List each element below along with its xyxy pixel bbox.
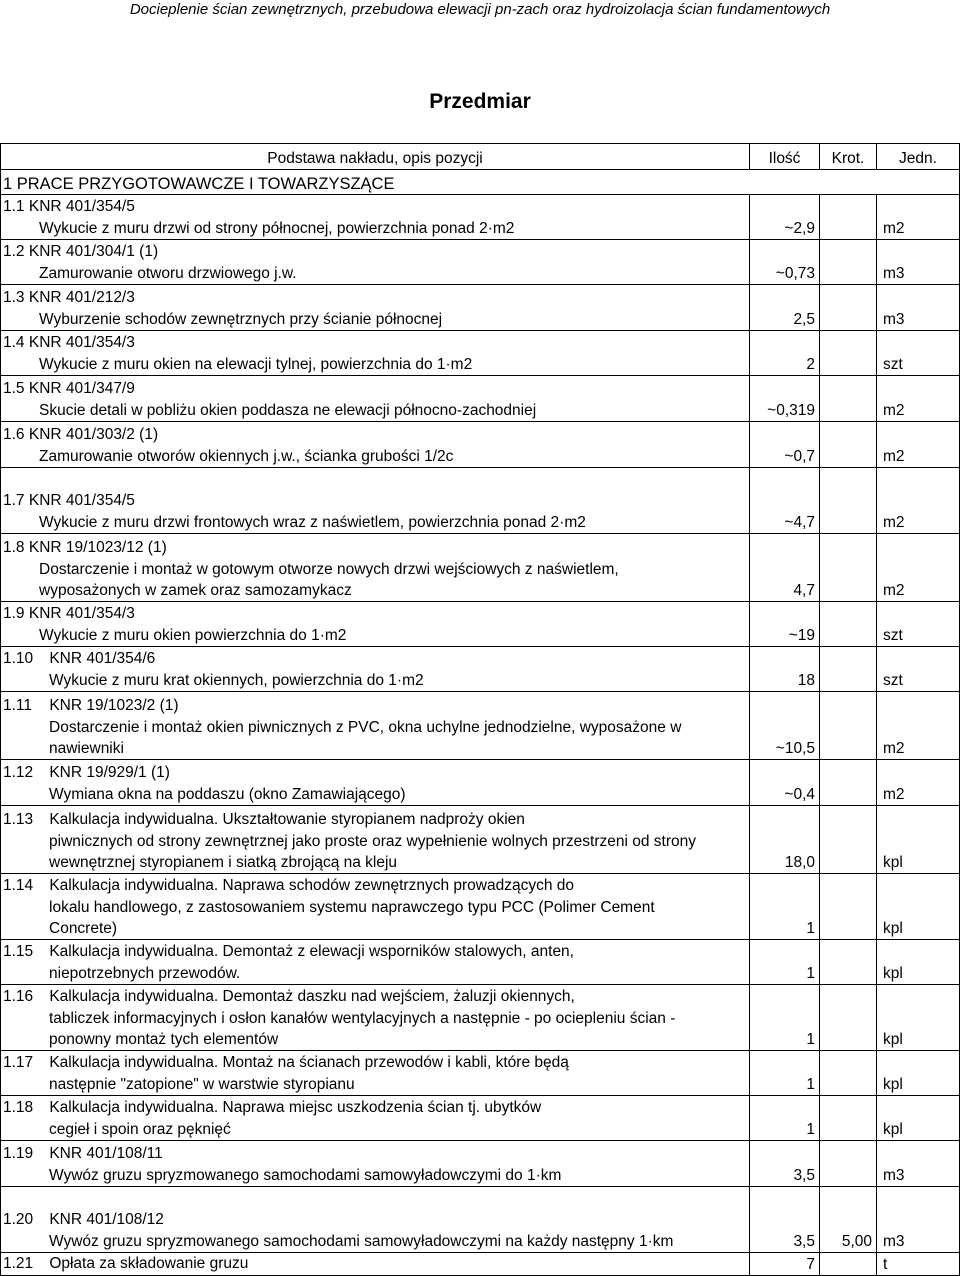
item-multiplier [820,422,877,468]
item-code: KNR 401/212/3 [28,289,135,306]
item-code: KNR 401/303/2 (1) [28,426,159,443]
item-multiplier [820,1051,877,1096]
item-description-cell [1,1096,750,1141]
item-multiplier [820,468,877,534]
item-number: 1.21 [3,1255,34,1272]
item-description: tabliczek informacyjnych i osłon kanałów wentylacyjnych a następnie - po ociepleniu ścian - ponowny montaż tych elementów [49,1010,676,1048]
page-title: Przedmiar [429,90,531,113]
item-number: 1.11 [3,697,33,714]
item-quantity: ~0,319 [750,376,820,422]
item-description-cell [1,1051,750,1096]
item-quantity: ~0,73 [750,240,820,285]
item-description-cell [1,874,750,940]
item-code: Kalkulacja indywidualna. Naprawa schodów zewnętrznych prowadzących do [49,877,575,894]
item-unit: m2 [877,468,960,534]
item-unit: m2 [877,760,960,806]
item-description: Dostarczenie i montaż w gotowym otworze nowych drzwi wejściowych z naświetlem, wyposażonych w zamek oraz samozamykacz [39,561,619,599]
item-multiplier: 5,00 [820,1187,877,1253]
item-description: niepotrzebnych przewodów. [49,965,241,982]
item-number: 1.15 [3,943,34,960]
item-multiplier [820,985,877,1051]
item-description: Wymiana okna na poddaszu (okno Zamawiającego) [49,786,406,803]
item-multiplier [820,806,877,874]
item-code: Opłata za składowanie gruzu [49,1255,249,1272]
table-row [1,1187,960,1253]
item-number: 1.19 [3,1145,34,1162]
item-code: KNR 401/354/3 [28,605,135,622]
item-unit: szt [877,647,960,692]
item-number: 1.16 [3,988,34,1005]
table-row [1,1096,960,1141]
item-header-line [3,1253,747,1275]
item-description-cell [1,1141,750,1187]
item-number: 1.12 [3,764,34,781]
item-number: 1.5 [3,380,25,397]
item-description: Wykucie z muru okien powierzchnia do 1·m2 [39,627,347,644]
item-description-cell [1,534,750,602]
item-quantity: 2 [750,331,820,376]
item-unit: kpl [877,874,960,940]
table-row [1,1253,960,1276]
item-header-line [3,1097,747,1119]
item-description: Wykucie z muru drzwi od strony północnej, powierzchnia ponad 2·m2 [39,220,515,237]
item-unit: m2 [877,195,960,240]
item-header-line [3,332,747,354]
item-unit: m3 [877,285,960,331]
column-header-krot: Krot. [820,144,877,170]
item-description-cell [1,760,750,806]
item-code: KNR 401/108/12 [49,1211,164,1228]
item-number: 1.10 [3,650,34,667]
item-code: KNR 401/354/5 [28,492,135,509]
item-quantity: ~2,9 [750,195,820,240]
table-row [1,602,960,647]
item-code: KNR 401/354/6 [49,650,156,667]
item-number: 1.13 [3,811,34,828]
item-code: Kalkulacja indywidualna. Demontaż z elewacji wsporników stalowych, anten, [49,943,574,960]
item-quantity: 4,7 [750,534,820,602]
item-unit: m2 [877,422,960,468]
item-description-cell [1,647,750,692]
item-multiplier [820,1141,877,1187]
item-number: 1.20 [3,1211,34,1228]
item-code: KNR 19/1023/2 (1) [49,697,179,714]
table-row [1,940,960,985]
item-unit: m2 [877,534,960,602]
item-code: KNR 401/354/5 [28,198,135,215]
item-multiplier [820,240,877,285]
item-multiplier [820,331,877,376]
item-description: Wywóz gruzu spryzmowanego samochodami samowyładowczymi na każdy następny 1·km [49,1233,674,1250]
item-quantity: 3,5 [750,1141,820,1187]
item-quantity: 1 [750,874,820,940]
item-unit: kpl [877,1051,960,1096]
table-row [1,806,960,874]
item-code: Kalkulacja indywidualna. Demontaż daszku nad wejściem, żaluzji okiennych, [49,988,575,1005]
item-header-line [3,1209,747,1231]
item-description: Wywóz gruzu spryzmowanego samochodami samowyładowczymi do 1·km [49,1167,562,1184]
table-row [1,376,960,422]
item-unit: szt [877,331,960,376]
item-description: następnie "zatopione" w warstwie styropianu [49,1076,355,1093]
item-header-line [3,809,747,831]
table-row [1,422,960,468]
item-quantity: 18 [750,647,820,692]
item-header-line [3,241,747,263]
table-row [1,1141,960,1187]
item-description: Zamurowanie otworu drzwiowego j.w. [39,265,297,282]
item-quantity: 3,5 [750,1187,820,1253]
item-code: KNR 401/354/3 [28,334,135,351]
item-multiplier [820,285,877,331]
table-row [1,240,960,285]
item-code: KNR 19/929/1 (1) [49,764,170,781]
item-unit: kpl [877,1096,960,1141]
item-description-cell [1,602,750,647]
table-row [1,647,960,692]
item-quantity: 1 [750,940,820,985]
item-code: KNR 19/1023/12 (1) [28,539,167,556]
table-row [1,195,960,240]
item-multiplier [820,940,877,985]
table-row [1,985,960,1051]
item-description-cell [1,240,750,285]
item-number: 1.8 [3,539,25,556]
item-description-cell [1,195,750,240]
item-description-cell [1,806,750,874]
item-multiplier [820,195,877,240]
item-header-line [3,603,747,625]
item-description: Wykucie z muru drzwi frontowych wraz z naświetlem, powierzchnia ponad 2·m2 [39,514,586,531]
item-description-cell [1,940,750,985]
item-header-line [3,875,747,897]
table-row [1,760,960,806]
item-multiplier [820,647,877,692]
item-description-cell [1,331,750,376]
item-description-cell [1,468,750,534]
item-description: Zamurowanie otworów okiennych j.w., ścianka grubości 1/2c [39,448,454,465]
item-unit: t [877,1253,960,1276]
item-header-line [3,986,747,1008]
item-header-line [3,1052,747,1074]
item-description: Dostarczenie i montaż okien piwnicznych z PVC, okna uchylne jednodzielne, wyposażone w nawiewniki [49,719,682,757]
table-row [1,468,960,534]
item-multiplier [820,1253,877,1276]
item-description: Wykucie z muru okien na elewacji tylnej, powierzchnia do 1·m2 [39,356,473,373]
item-header-line [3,378,747,400]
item-description-cell [1,422,750,468]
item-number: 1.17 [3,1054,34,1071]
item-quantity: ~0,7 [750,422,820,468]
table-row [1,285,960,331]
item-multiplier [820,1096,877,1141]
item-number: 1.2 [3,243,25,260]
item-number: 1.6 [3,426,25,443]
item-header-line [3,490,747,512]
item-number: 1.4 [3,334,25,351]
item-code: Kalkulacja indywidualna. Montaż na ścianach przewodów i kabli, które będą [49,1054,569,1071]
item-number: 1.18 [3,1099,34,1116]
column-header-basis: Podstawa nakładu, opis pozycji [1,144,750,170]
item-unit: m3 [877,1187,960,1253]
item-header-line [3,941,747,963]
item-unit: m3 [877,1141,960,1187]
item-quantity: ~4,7 [750,468,820,534]
section-title: 1 PRACE PRZYGOTOWAWCZE I TOWARZYSZĄCE [1,170,960,195]
item-header-line [3,287,747,309]
item-header-line [3,196,747,218]
table-header-row [1,144,960,170]
item-header-line [3,1143,747,1165]
item-number: 1.14 [3,877,34,894]
section-row [1,170,960,195]
table-row [1,1051,960,1096]
item-quantity: 1 [750,1096,820,1141]
item-header-line [3,648,747,670]
item-number: 1.1 [3,198,25,215]
item-multiplier [820,376,877,422]
item-description-cell [1,285,750,331]
item-number: 1.9 [3,605,25,622]
item-quantity: ~10,5 [750,692,820,760]
item-description-cell [1,692,750,760]
item-description: Skucie detali w pobliżu okien poddasza ne elewacji północno-zachodniej [39,402,537,419]
item-multiplier [820,874,877,940]
item-description-cell [1,376,750,422]
item-quantity: 2,5 [750,285,820,331]
item-description-cell [1,1253,750,1276]
item-code: Kalkulacja indywidualna. Ukształtowanie styropianem nadproży okien [49,811,525,828]
table-row [1,534,960,602]
item-unit: kpl [877,985,960,1051]
item-number: 1.7 [3,492,25,509]
item-description: lokalu handlowego, z zastosowaniem systemu naprawczego typu PCC (Polimer Cement Concrete) [49,899,655,937]
item-unit: kpl [877,806,960,874]
item-description-cell [1,1187,750,1253]
table-row [1,874,960,940]
item-code: Kalkulacja indywidualna. Naprawa miejsc uszkodzenia ścian tj. ubytków [49,1099,542,1116]
item-quantity: ~19 [750,602,820,647]
item-unit: kpl [877,940,960,985]
table-row [1,331,960,376]
item-header-line [3,537,747,559]
item-quantity: 18,0 [750,806,820,874]
document-header: Docieplenie ścian zewnętrznych, przebudowa elewacji pn-zach oraz hydroizolacja ścian fundamentowych [129,1,831,18]
item-header-line [3,762,747,784]
item-number: 1.3 [3,289,25,306]
item-header-line [3,695,747,717]
item-unit: m3 [877,240,960,285]
item-code: KNR 401/108/11 [49,1145,163,1162]
item-unit: m2 [877,692,960,760]
column-header-qty: Ilość [750,144,820,170]
table-row [1,692,960,760]
bill-of-quantities-table [0,143,960,1276]
item-description-cell [1,985,750,1051]
item-quantity: 1 [750,985,820,1051]
item-multiplier [820,602,877,647]
item-quantity: ~0,4 [750,760,820,806]
item-description: Wyburzenie schodów zewnętrznych przy ścianie północnej [39,311,443,328]
item-unit: szt [877,602,960,647]
item-multiplier [820,692,877,760]
item-description: Wykucie z muru krat okiennych, powierzchnia do 1·m2 [49,672,424,689]
item-header-line [3,424,747,446]
item-description: piwnicznych od strony zewnętrznej jako proste oraz wypełnienie wolnych przestrzeni od strony wewnętrznej styropianem i siatką zbrojącą na kleju [49,833,697,871]
item-description: cegieł i spoin oraz pęknięć [49,1121,231,1138]
item-unit: m2 [877,376,960,422]
column-header-unit: Jedn. [877,144,960,170]
item-quantity: 1 [750,1051,820,1096]
item-quantity: 7 [750,1253,820,1276]
item-code: KNR 401/347/9 [28,380,135,397]
item-code: KNR 401/304/1 (1) [28,243,159,260]
item-multiplier [820,534,877,602]
item-multiplier [820,760,877,806]
